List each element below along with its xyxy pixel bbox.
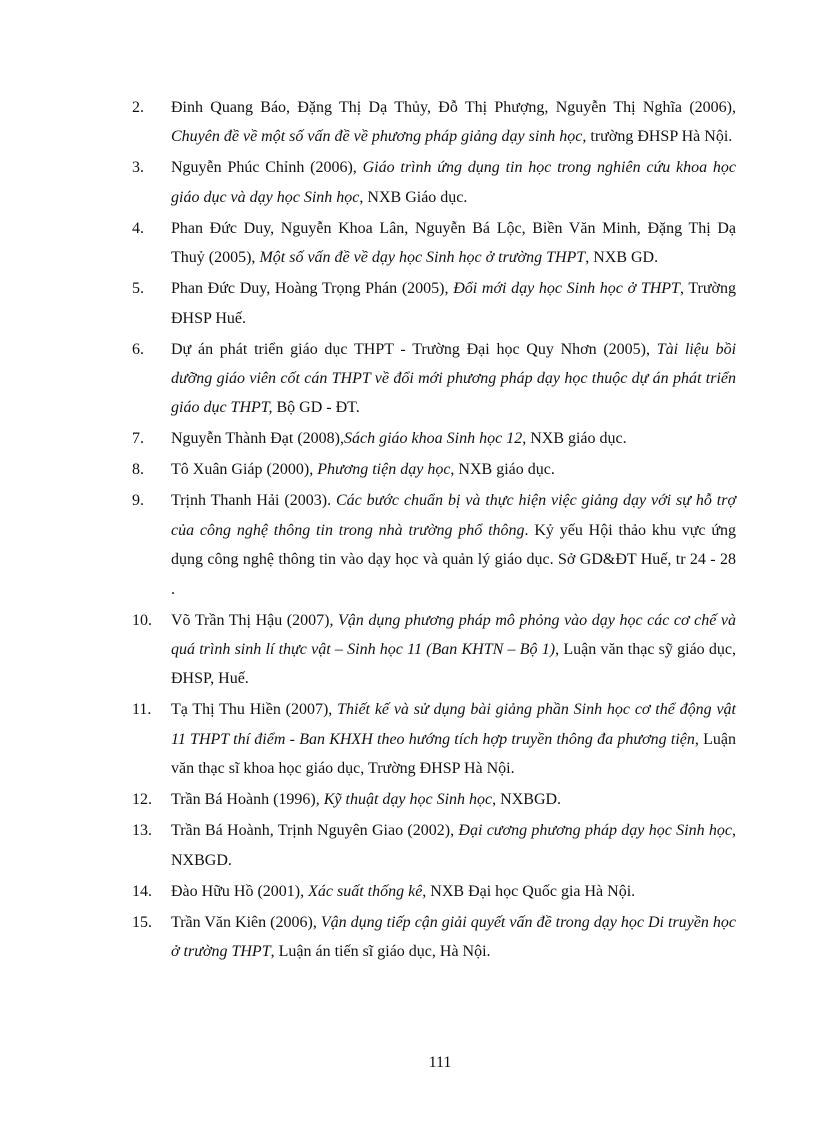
reference-authors: Đào Hữu Hồ (2001),	[171, 882, 309, 900]
reference-item	[132, 606, 736, 694]
reference-authors: Trần Bá Hoành, Trịnh Nguyên Giao (2002),	[171, 822, 459, 840]
reference-title: Vận dụng phương pháp mô phỏng vào dạy học các cơ chế và quá trình sinh lí thực vật – Sinh học 11 (Ban KHTN – Bộ 1)	[171, 611, 736, 659]
reference-number: 6.	[132, 340, 144, 358]
reference-title: Một số vấn đề về dạy học Sinh học ở trường THPT	[259, 249, 586, 267]
reference-publisher: , NXB Giáo dục.	[359, 188, 468, 206]
reference-text	[171, 93, 736, 152]
reference-title: Tài liệu bồi dưỡng giáo viên cốt cán THPT về đổi mới phương pháp dạy học thuộc dự án phát triển giáo dục THPT,	[171, 340, 737, 417]
page-number: 111	[428, 1054, 452, 1071]
reference-text	[171, 455, 736, 484]
reference-number: 5.	[132, 280, 144, 298]
reference-authors: Phan Đức Duy, Nguyễn Khoa Lân, Nguyễn Bá Lộc, Biền Văn Minh, Đặng Thị Dạ Thuỷ (2005),	[171, 219, 736, 267]
reference-publisher: , NXBGD.	[492, 791, 562, 809]
reference-text	[171, 877, 736, 906]
reference-item	[132, 785, 736, 814]
reference-title: Giáo trình ứng dụng tin học trong nghiên cứu khoa học giáo dục và dạy học Sinh học	[171, 159, 736, 206]
reference-title: Chuyên đề về một số vấn đề về phương pháp giảng dạy sinh học,	[171, 128, 587, 146]
reference-authors: Tạ Thị Thu Hiền (2007),	[171, 701, 338, 719]
reference-publisher: Bộ GD - ĐT.	[272, 399, 360, 417]
reference-title: Đại cương phương pháp dạy học Sinh học	[458, 822, 732, 840]
reference-authors: Nguyễn Phúc Chỉnh (2006),	[171, 159, 363, 177]
reference-number: 12.	[132, 791, 152, 809]
reference-title: Xác suất thống kê	[308, 882, 423, 900]
reference-authors: Tô Xuân Giáp (2000),	[171, 461, 318, 479]
reference-text	[171, 335, 736, 423]
reference-item	[132, 486, 736, 604]
reference-text	[171, 214, 736, 273]
reference-publisher: . Kỷ yếu Hội thảo khu vực ứng dụng công nghệ thông tin vào dạy học và quản lý giáo dục. Sở GD&ĐT Huế, tr 24 - 28 .	[171, 521, 736, 598]
reference-number: 11.	[132, 701, 152, 719]
reference-number: 4.	[132, 219, 144, 237]
reference-title: Kỹ thuật dạy học Sinh học	[323, 791, 493, 809]
reference-text	[171, 153, 736, 212]
reference-list	[132, 93, 736, 968]
reference-number: 3.	[132, 159, 144, 177]
reference-item	[132, 695, 736, 783]
reference-text	[171, 274, 736, 333]
reference-title: Thiết kế và sử dụng bài giảng phần Sinh học cơ thể động vật 11 THPT thí điểm - Ban KHXH theo hướng tích hợp truyền thông đa phương tiện	[171, 701, 736, 748]
reference-number: 8.	[132, 461, 144, 479]
reference-number: 14.	[132, 882, 152, 900]
reference-authors: Dự án phát triển giáo dục THPT - Trường Đại học Quy Nhơn (2005),	[171, 340, 657, 358]
reference-item	[132, 424, 736, 453]
reference-number: 9.	[132, 492, 144, 510]
reference-item	[132, 816, 736, 875]
reference-title: Sách giáo khoa Sinh học 12	[344, 430, 523, 448]
reference-number: 2.	[132, 99, 144, 116]
reference-item	[132, 335, 736, 423]
reference-publisher: , NXBGD.	[171, 822, 736, 869]
reference-publisher: , Luận văn thạc sỹ giáo dục, ĐHSP, Huế.	[171, 641, 737, 688]
reference-number: 15.	[132, 913, 152, 931]
reference-number: 7.	[132, 430, 144, 448]
reference-publisher: , NXB GD.	[585, 249, 659, 267]
reference-publisher: , Luận văn thạc sĩ khoa học giáo dục, Trường ĐHSP Hà Nội.	[171, 730, 737, 778]
reference-publisher: , NXB giáo dục.	[522, 430, 627, 448]
reference-publisher: , Trường ĐHSP Huế.	[171, 280, 737, 327]
reference-authors: Trần Văn Kiên (2006),	[171, 913, 321, 931]
reference-text	[171, 695, 736, 783]
reference-authors: Võ Trần Thị Hậu (2007),	[171, 611, 339, 629]
reference-text	[171, 908, 736, 967]
reference-text	[171, 486, 736, 604]
reference-text	[171, 424, 736, 453]
reference-title: Phương tiện dạy học	[317, 461, 451, 479]
reference-text	[171, 606, 736, 694]
reference-item	[132, 214, 736, 273]
reference-text	[171, 816, 736, 875]
reference-item	[132, 455, 736, 484]
reference-authors: Nguyễn Thành Đạt (2008),	[171, 430, 344, 448]
reference-publisher: , Luận án tiến sĩ giáo dục, Hà Nội.	[270, 943, 491, 961]
reference-publisher: , NXB giáo dục.	[450, 461, 555, 479]
reference-item	[132, 93, 736, 152]
reference-title: Vận dụng tiếp cận giải quyết vấn đề trong dạy học Di truyền học ở trường THPT	[171, 913, 737, 961]
reference-authors: Đinh Quang Báo, Đặng Thị Dạ Thủy, Đỗ Thị Phượng, Nguyễn Thị Nghĩa (2006),	[171, 99, 736, 116]
reference-text	[171, 785, 736, 814]
reference-item	[132, 274, 736, 333]
reference-number: 13.	[132, 822, 152, 840]
reference-item	[132, 908, 736, 967]
reference-authors: Trịnh Thanh Hải (2003).	[171, 492, 336, 510]
reference-item	[132, 153, 736, 212]
reference-number: 10.	[132, 611, 152, 629]
reference-authors: Trần Bá Hoành (1996),	[171, 791, 324, 809]
reference-item	[132, 877, 736, 906]
reference-title: Đổi mới dạy học Sinh học ở THPT	[453, 280, 680, 298]
reference-title: Các bước chuẩn bị và thực hiện việc giảng dạy với sự hỗ trợ của công nghệ thông tin trong nhà trường phổ thông	[171, 492, 737, 539]
reference-authors: Phan Đức Duy, Hoàng Trọng Phán (2005),	[171, 280, 454, 298]
reference-publisher: , NXB Đại học Quốc gia Hà Nội.	[422, 882, 636, 900]
reference-publisher: trường ĐHSP Hà Nội.	[586, 128, 733, 146]
